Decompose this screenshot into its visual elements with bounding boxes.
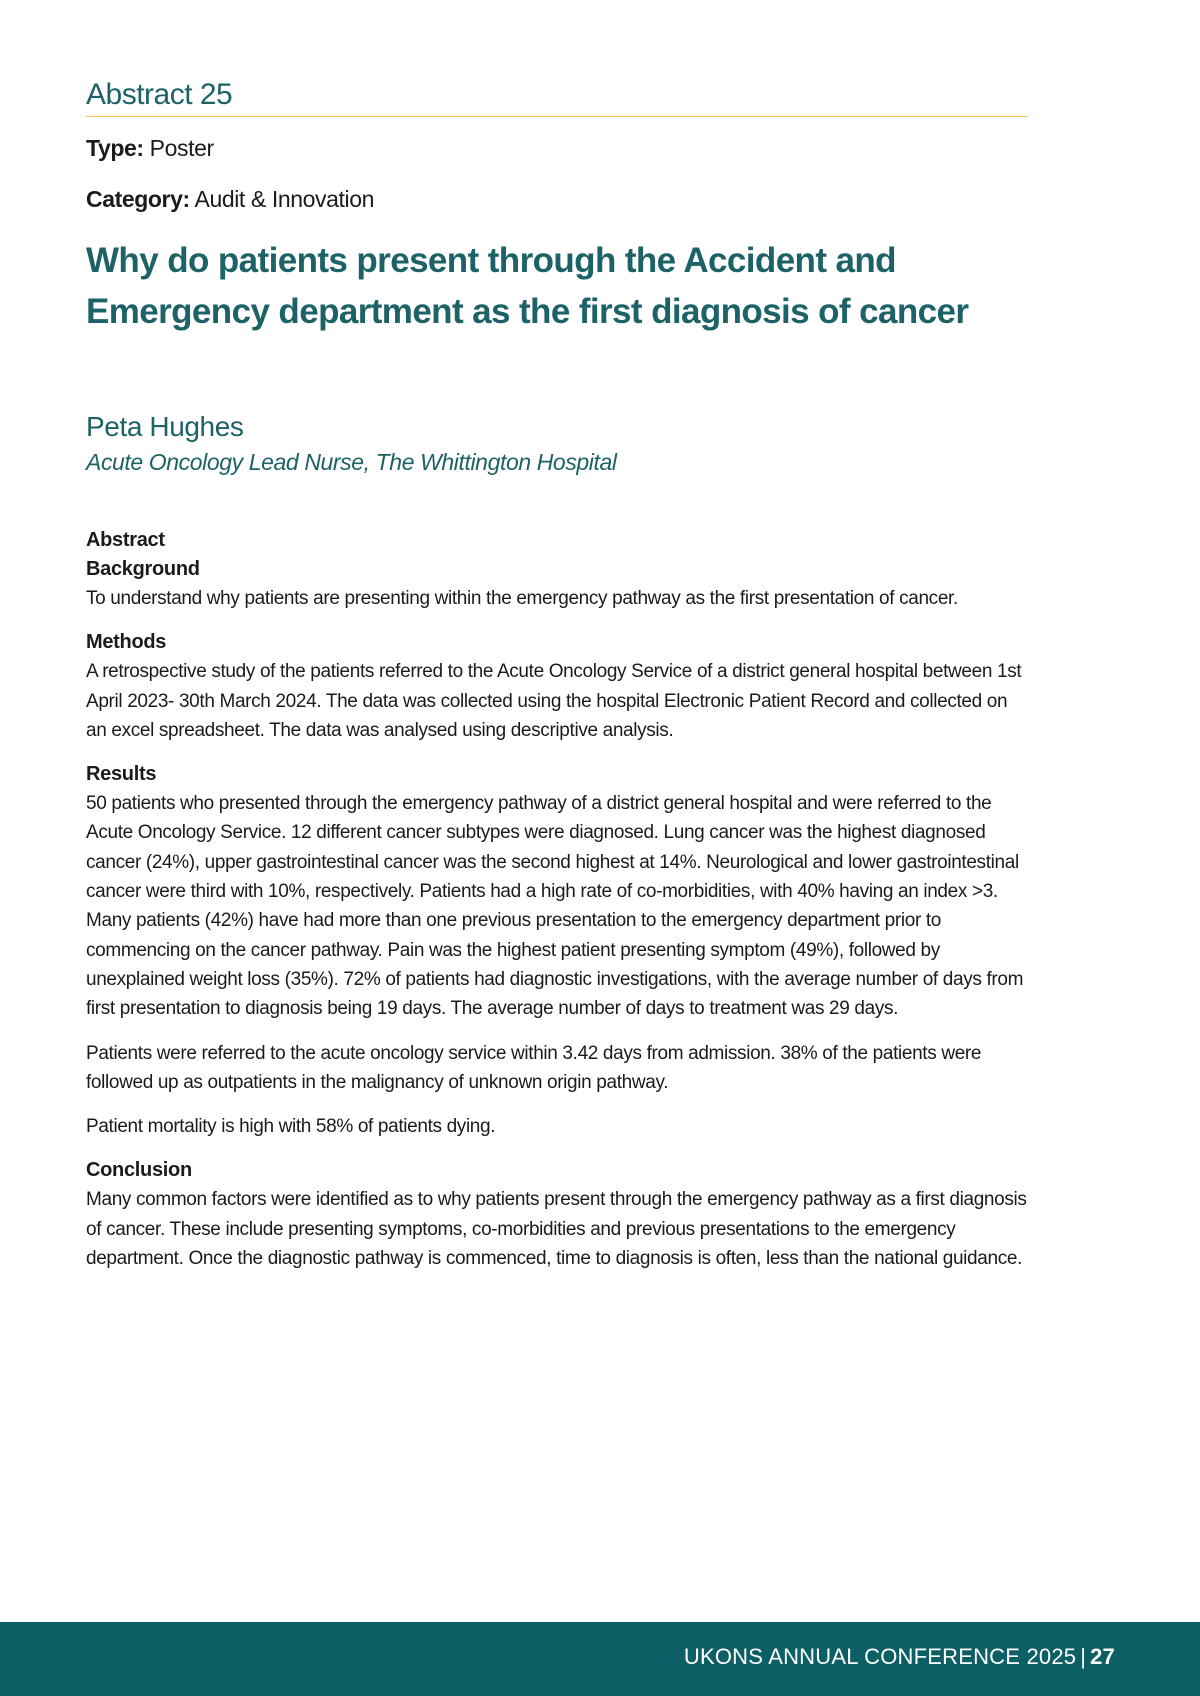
footer-separator: | [1080,1644,1087,1669]
author-name: Peta Hughes [86,411,244,442]
results-paragraph-3: Patient mortality is high with 58% of patients dying. [86,1116,496,1138]
results-paragraph-2: Patients were referred to the acute oncology service within 3.42 days from admission. 38% of the patients were followed up as outpatients in the malignancy of unknown origin pathway. [86,1042,982,1093]
background-text: To understand why patients are presenting within the emergency pathway as the first presentation of cancer. [86,588,958,609]
conclusion-heading: Conclusion [86,1159,192,1182]
abstract-heading: Abstract [86,529,165,551]
results-heading: Results [86,763,157,786]
methods-heading: Methods [86,631,167,654]
results-paragraph-1: 50 patients who presented through the emergency pathway of a district general hospital and were referred to the Acute Oncology Service. 12 different cancer subtypes were diagnosed. Lung cancer was the highest diagnosed cancer (24%), upper gastrointestinal cancer was the second highest at 14%. Neurological and lower gastrointestinal cancer were third with 10%, respectively. Patients had a high rate of co-morbidities, with 40% having an index >3. Many patients (42%) have had more than one previous presentation to the emergency department prior to commencing on the cancer pathway. Pain was the highest patient presenting symptom (49%), followed by unexplained weight loss (35%). 72% of patients had diagnostic investigations, with the average number of days from first presentation to diagnosis being 19 days. The average number of days to treatment was 29 days. [86,793,1024,1020]
footer-text [684,1642,1115,1672]
page-number: 27 [1090,1644,1115,1669]
abstract-page [86,78,1028,1288]
background-heading: Background [86,558,200,580]
category-value: Audit & Innovation [194,186,374,212]
title-line-1: Why do patients present through the Accident and [86,241,896,280]
type-line [86,133,1028,163]
methods-text: A retrospective study of the patients referred to the Acute Oncology Service of a district general hospital between 1st April 2023- 30th March 2024. The data was collected using the hospital Electronic Patient Record and collected on an excel spreadsheet. The data was analysed using descriptive analysis. [86,661,1022,741]
type-label: Type: [86,135,144,161]
author-role: Acute Oncology Lead Nurse, The Whittington Hospital [86,449,617,475]
abstract-title [86,235,1028,337]
footer-bar [0,1622,1200,1696]
title-line-2: Emergency department as the first diagnosis of cancer [86,292,969,331]
conclusion-text: Many common factors were identified as to why patients present through the emergency pathway as a first diagnosis of cancer. These include presenting symptoms, co-morbidities and previous presentations to the emergency department. Once the diagnostic pathway is commenced, time to diagnosis is often, less than the national guidance. [86,1189,1027,1270]
category-line [86,184,1028,214]
conference-name: UKONS ANNUAL CONFERENCE 2025 [683,1644,1077,1669]
category-label: Category: [86,186,190,212]
abstract-number: Abstract 25 [86,78,1028,117]
type-value: Poster [149,135,214,161]
